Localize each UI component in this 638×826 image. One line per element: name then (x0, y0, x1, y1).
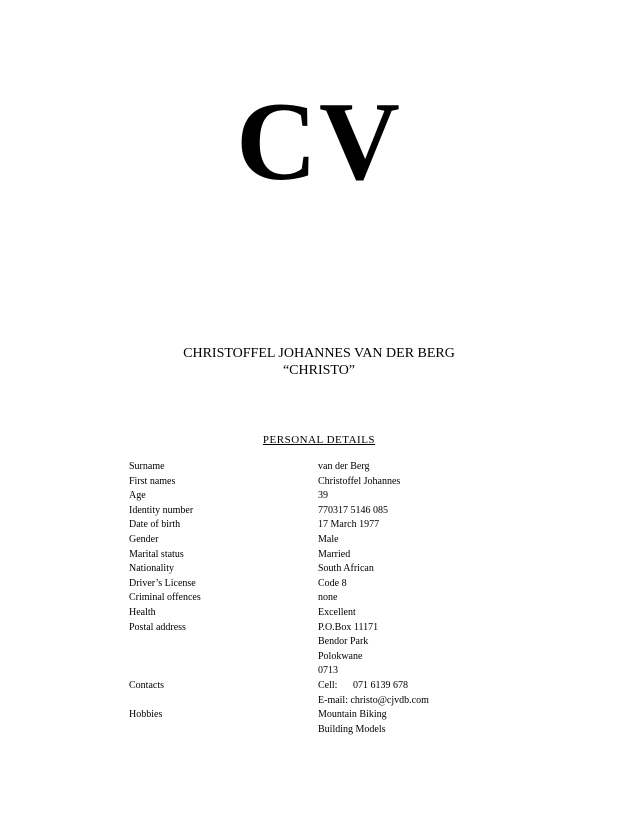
detail-label: Age (129, 490, 146, 502)
postal-address-line: 0713 (318, 665, 338, 677)
detail-label: First names (129, 475, 176, 487)
postal-address-line: Polokwane (318, 650, 363, 662)
detail-row-drivers-license (129, 577, 549, 592)
hobby-item: Building Models (318, 723, 386, 735)
document-title: CV (236, 80, 402, 204)
detail-label: Date of birth (129, 519, 181, 531)
detail-label: Surname (129, 461, 165, 472)
detail-label: Contacts (129, 679, 164, 691)
section-heading-personal-details: PERSONAL DETAILS (262, 434, 376, 446)
detail-row-contacts (129, 679, 549, 708)
detail-row-criminal-offences (129, 591, 549, 606)
detail-row-first-names (129, 475, 549, 490)
detail-label: Gender (129, 533, 159, 545)
hobby-item: Mountain Biking (318, 709, 387, 721)
contact-email: E-mail: christo@cjvdb.com (318, 694, 429, 706)
full-name: CHRISTOFFEL JOHANNES VAN DER BERG (183, 346, 455, 361)
detail-value: South African (318, 563, 374, 575)
nickname: “CHRISTO” (282, 363, 356, 378)
contact-cell (318, 679, 429, 694)
detail-label: Hobbies (129, 709, 163, 721)
detail-value: Excellent (318, 606, 356, 618)
detail-row-age (129, 489, 549, 504)
detail-row-hobbies (129, 708, 549, 737)
detail-row-date-of-birth (129, 518, 549, 533)
detail-row-surname (129, 460, 549, 475)
detail-value: 770317 5146 085 (318, 504, 388, 516)
postal-address-line: P.O.Box 11171 (318, 621, 379, 633)
detail-value: Code 8 (318, 577, 347, 589)
cell-label: Cell: (318, 679, 338, 691)
detail-row-marital-status (129, 548, 549, 563)
detail-label: Marital status (129, 548, 184, 560)
detail-value (318, 708, 387, 737)
detail-value: van der Berg (318, 461, 370, 472)
detail-label: Nationality (129, 563, 174, 575)
detail-row-gender (129, 533, 549, 548)
detail-value (318, 621, 378, 679)
cell-number: 071 6139 678 (353, 679, 408, 691)
detail-row-health (129, 606, 549, 621)
postal-address-line: Bendor Park (318, 636, 369, 648)
detail-label: Criminal offences (129, 592, 201, 604)
detail-label: Health (129, 606, 156, 618)
personal-details-table (129, 460, 549, 737)
detail-value: 39 (318, 490, 328, 502)
detail-label: Identity number (129, 504, 194, 516)
detail-value: Christoffel Johannes (318, 475, 401, 487)
detail-value: none (318, 592, 338, 604)
detail-label: Postal address (129, 621, 186, 633)
detail-row-identity-number (129, 504, 549, 519)
detail-value: 17 March 1977 (318, 519, 380, 531)
detail-value: Married (318, 548, 351, 560)
detail-row-postal-address (129, 621, 549, 679)
detail-row-nationality (129, 562, 549, 577)
detail-value (318, 679, 429, 708)
detail-value: Male (318, 533, 339, 545)
detail-label: Driver’s License (129, 577, 196, 589)
